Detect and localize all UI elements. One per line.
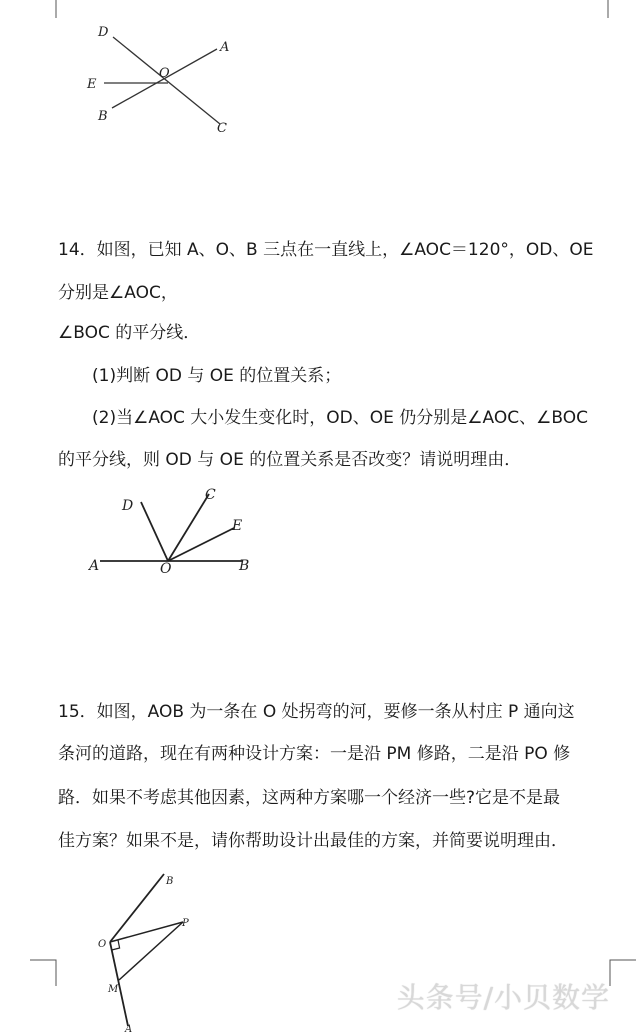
figure1-label-e: E	[87, 77, 97, 92]
figure3-label-p: P	[182, 918, 189, 929]
q14-line-1: 14．如图，已知 A、O、B 三点在一直线上，∠AOC＝120°，OD、OE	[58, 240, 594, 260]
q15-line-3: 路．如果不考虑其他因素，这两种方案哪一个经济一些?它是不是最	[58, 788, 561, 808]
q14-part-2-line-2: 的平分线，则 OD 与 OE 的位置关系是否改变？请说明理由．	[58, 450, 522, 470]
q15-line-2: 条河的道路，现在有两种设计方案：一是沿 PM 修路，二是沿 PO 修	[58, 744, 571, 764]
figure1-label-b: B	[98, 109, 108, 124]
top-left-crop-mark	[34, 0, 64, 20]
q14-part-1: (1)判断 OD 与 OE 的位置关系；	[92, 366, 342, 386]
figure2-label-e: E	[232, 518, 243, 534]
figure1-label-d: D	[98, 25, 109, 40]
figure-river-bend	[90, 866, 210, 1036]
figure2-label-c: C	[205, 487, 216, 503]
top-right-crop-mark	[600, 0, 630, 20]
figure2-label-a: A	[89, 558, 100, 574]
figure2-label-b: B	[239, 558, 250, 574]
q14-part-2-line-1: (2)当∠AOC 大小发生变化时，OD、OE 仍分别是∠AOC、∠BOC	[92, 408, 588, 428]
figure2-label-o: O	[160, 561, 172, 577]
q15-line-4: 佳方案？如果不是，请你帮助设计出最佳的方案，并简要说明理由．	[58, 831, 568, 851]
figure1-label-o: O	[159, 66, 170, 81]
q14-line-2: 分别是∠AOC，	[58, 283, 178, 303]
figure3-label-a: A	[125, 1024, 133, 1035]
figure1-label-c: C	[217, 121, 227, 136]
figure3-label-m: M	[108, 984, 119, 995]
figure1-label-a: A	[220, 40, 230, 55]
figure2-label-d: D	[122, 498, 134, 514]
figure3-label-b: B	[166, 876, 174, 887]
q15-line-1: 15．如图，AOB 为一条在 O 处拐弯的河，要修一条从村庄 P 通向这	[58, 702, 575, 722]
figure3-label-o: O	[98, 939, 107, 950]
figure-intersecting-lines	[80, 20, 250, 140]
watermark-text: 头条号/小贝数学	[396, 981, 610, 1014]
bottom-left-crop-mark	[30, 958, 70, 988]
q14-line-3: ∠BOC 的平分线．	[58, 323, 201, 343]
figure-angle-bisectors	[84, 482, 264, 582]
